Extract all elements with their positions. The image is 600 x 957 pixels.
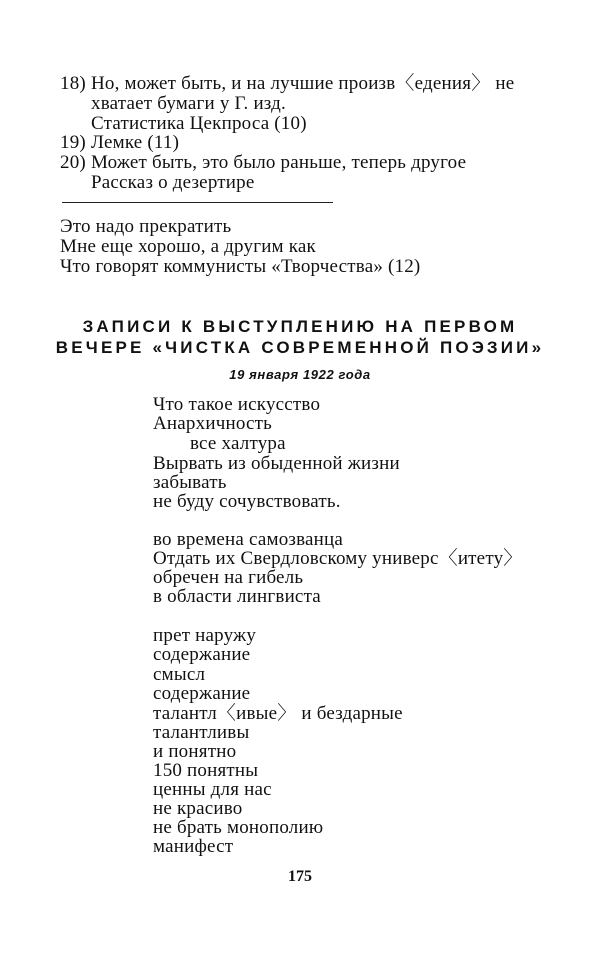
section-title-line-1: ЗАПИСИ К ВЫСТУПЛЕНИЮ НА ПЕРВОМ [82, 317, 518, 336]
item-text-line: Лемке (11) [91, 132, 180, 153]
item-text-line: Может быть, это было раньше, теперь другое [91, 152, 467, 173]
note-line: талантливы [153, 722, 250, 743]
item-text-line: Статистика Цекпроса (10) [91, 113, 307, 134]
section-date: 19 января 1922 года [229, 367, 371, 382]
note-line: Что такое искусство [153, 394, 321, 415]
note-line: не красиво [153, 798, 243, 819]
note-line: содержание [153, 644, 251, 665]
note-line: не буду сочувствовать. [153, 491, 341, 512]
note-line: прет наружу [153, 625, 257, 646]
note-line: Анархичность [153, 413, 272, 434]
item-number: 20) [60, 152, 86, 173]
item-number: 19) [60, 132, 86, 153]
note-line: смысл [153, 664, 206, 685]
note-line: в области лингвиста [153, 586, 321, 607]
note-line: Отдать их Свердловскому универс〈итету〉 [153, 548, 523, 569]
note-line: манифест [153, 836, 234, 857]
note-line: и понятно [153, 741, 237, 762]
note-line: все халтура [190, 433, 286, 454]
item-text-line: Рассказ о дезертире [91, 172, 255, 193]
note-line: не брать монополию [153, 817, 324, 838]
text-line: Что говорят коммунисты «Творчества» (12) [60, 256, 421, 277]
note-line: 150 понятны [153, 760, 259, 781]
note-line: содержание [153, 683, 251, 704]
item-number: 18) [60, 73, 86, 94]
note-line: во времена самозванца [153, 529, 344, 550]
item-text-line: хватает бумаги у Г. изд. [91, 93, 286, 114]
note-line: Вырвать из обыденной жизни [153, 453, 400, 474]
text-line: Это надо прекратить [60, 216, 232, 237]
item-text-line: Но, может быть, и на лучшие произв〈едения〉 не [91, 73, 515, 94]
note-line: обречен на гибель [153, 567, 304, 588]
note-line: ценны для нас [153, 779, 272, 800]
note-line: забывать [153, 472, 227, 493]
section-title-line-2: ВЕЧЕРЕ «ЧИСТКА СОВРЕМЕННОЙ ПОЭЗИИ» [55, 338, 545, 357]
note-line: талантл〈ивые〉 и бездарные [153, 703, 403, 724]
text-line: Мне еще хорошо, а другим как [60, 236, 316, 257]
horizontal-rule [62, 202, 333, 203]
page-number: 175 [288, 868, 312, 885]
